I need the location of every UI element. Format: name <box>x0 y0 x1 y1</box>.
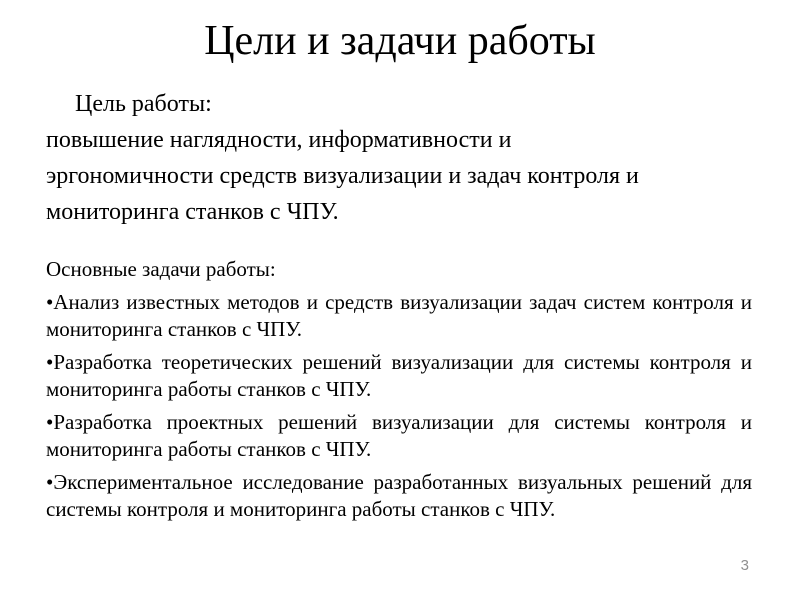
task-item <box>46 469 752 523</box>
goal-text-line: эргономичности средств визуализации и задач контроля и <box>46 163 639 189</box>
goal-text-line: повышение наглядности, информативности и <box>46 127 512 153</box>
page-number: 3 <box>740 557 749 574</box>
task-item <box>46 409 752 463</box>
bullet-icon: • <box>46 470 54 494</box>
goal-heading: Цель работы: <box>75 91 212 117</box>
task-item-text: Экспериментальное исследование разработанных визуальных решений для системы контроля и мониторинга работы станков с ЧПУ. <box>46 470 752 521</box>
task-item-text: Анализ известных методов и средств визуализации задач систем контроля и мониторинга станков с ЧПУ. <box>46 290 752 341</box>
bullet-icon: • <box>46 290 54 314</box>
task-item <box>46 349 752 403</box>
task-item <box>46 289 752 343</box>
goal-text-line: мониторинга станков с ЧПУ. <box>46 199 339 225</box>
task-item-text: Разработка теоретических решений визуализации для системы контроля и мониторинга работы станков с ЧПУ. <box>46 350 752 401</box>
task-item-text: Разработка проектных решений визуализации для системы контроля и мониторинга работы станков с ЧПУ. <box>46 410 752 461</box>
tasks-heading: Основные задачи работы: <box>46 257 276 281</box>
bullet-icon: • <box>46 350 54 374</box>
slide-body <box>46 86 752 523</box>
bullet-icon: • <box>46 410 54 434</box>
slide-title: Цели и задачи работы <box>204 18 596 64</box>
